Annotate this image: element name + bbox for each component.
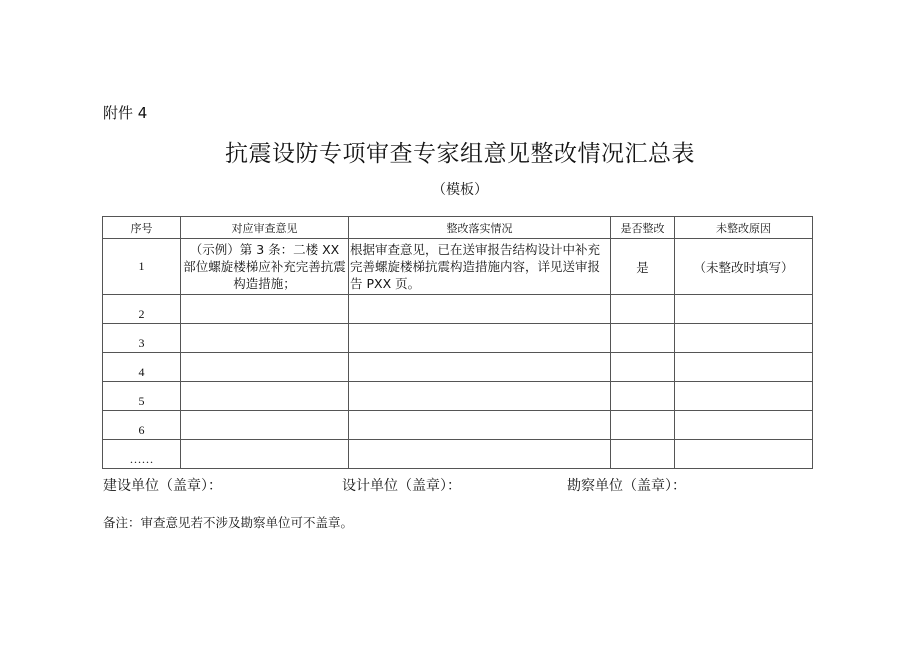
row-opinion bbox=[181, 382, 349, 411]
summary-table bbox=[102, 216, 813, 469]
row-implementation bbox=[349, 324, 611, 353]
row-opinion: （示例）第 3 条：二楼 XX 部位螺旋楼梯应补充完善抗震构造措施； bbox=[181, 239, 349, 295]
row-reason bbox=[675, 440, 813, 469]
row-reason: （未整改时填写） bbox=[675, 239, 813, 295]
row-rectified bbox=[611, 324, 675, 353]
header-opinion: 对应审查意见 bbox=[181, 217, 349, 239]
row-reason bbox=[675, 295, 813, 324]
footnote: 备注：审查意见若不涉及勘察单位可不盖章。 bbox=[103, 515, 354, 530]
document-title: 抗震设防专项审查专家组意见整改情况汇总表 bbox=[225, 141, 695, 167]
row-seq: 1 bbox=[103, 239, 181, 295]
row-rectified bbox=[611, 295, 675, 324]
row-opinion bbox=[181, 353, 349, 382]
row-seq: 4 bbox=[103, 353, 181, 382]
design-unit-signature: 设计单位（盖章）： bbox=[342, 478, 461, 494]
header-reason: 未整改原因 bbox=[675, 217, 813, 239]
row-seq: …… bbox=[103, 440, 181, 469]
row-seq: 5 bbox=[103, 382, 181, 411]
table-header-row bbox=[103, 217, 813, 239]
document-subtitle: （模板） bbox=[432, 182, 488, 198]
row-opinion bbox=[181, 324, 349, 353]
row-rectified bbox=[611, 440, 675, 469]
row-rectified bbox=[611, 411, 675, 440]
attachment-label: 附件 4 bbox=[103, 104, 148, 122]
survey-unit-signature: 勘察单位（盖章）： bbox=[567, 478, 686, 494]
row-opinion bbox=[181, 411, 349, 440]
row-opinion bbox=[181, 295, 349, 324]
row-implementation bbox=[349, 440, 611, 469]
row-reason bbox=[675, 353, 813, 382]
row-implementation: 根据审查意见，已在送审报告结构设计中补充完善螺旋楼梯抗震构造措施内容，详见送审报告 PXX 页。 bbox=[349, 239, 611, 295]
row-implementation bbox=[349, 353, 611, 382]
header-rectified: 是否整改 bbox=[611, 217, 675, 239]
row-reason bbox=[675, 411, 813, 440]
table-row bbox=[103, 440, 813, 469]
header-implementation: 整改落实情况 bbox=[349, 217, 611, 239]
table-row bbox=[103, 382, 813, 411]
row-rectified bbox=[611, 353, 675, 382]
header-seq: 序号 bbox=[103, 217, 181, 239]
table-row bbox=[103, 411, 813, 440]
table-row bbox=[103, 324, 813, 353]
row-seq: 6 bbox=[103, 411, 181, 440]
row-seq: 3 bbox=[103, 324, 181, 353]
table-row bbox=[103, 239, 813, 295]
row-rectified bbox=[611, 382, 675, 411]
row-implementation bbox=[349, 382, 611, 411]
table-row bbox=[103, 295, 813, 324]
row-seq: 2 bbox=[103, 295, 181, 324]
row-implementation bbox=[349, 295, 611, 324]
construction-unit-signature: 建设单位（盖章）： bbox=[103, 478, 222, 494]
row-reason bbox=[675, 324, 813, 353]
row-opinion bbox=[181, 440, 349, 469]
row-reason bbox=[675, 382, 813, 411]
row-rectified: 是 bbox=[611, 239, 675, 295]
row-implementation bbox=[349, 411, 611, 440]
table-row bbox=[103, 353, 813, 382]
